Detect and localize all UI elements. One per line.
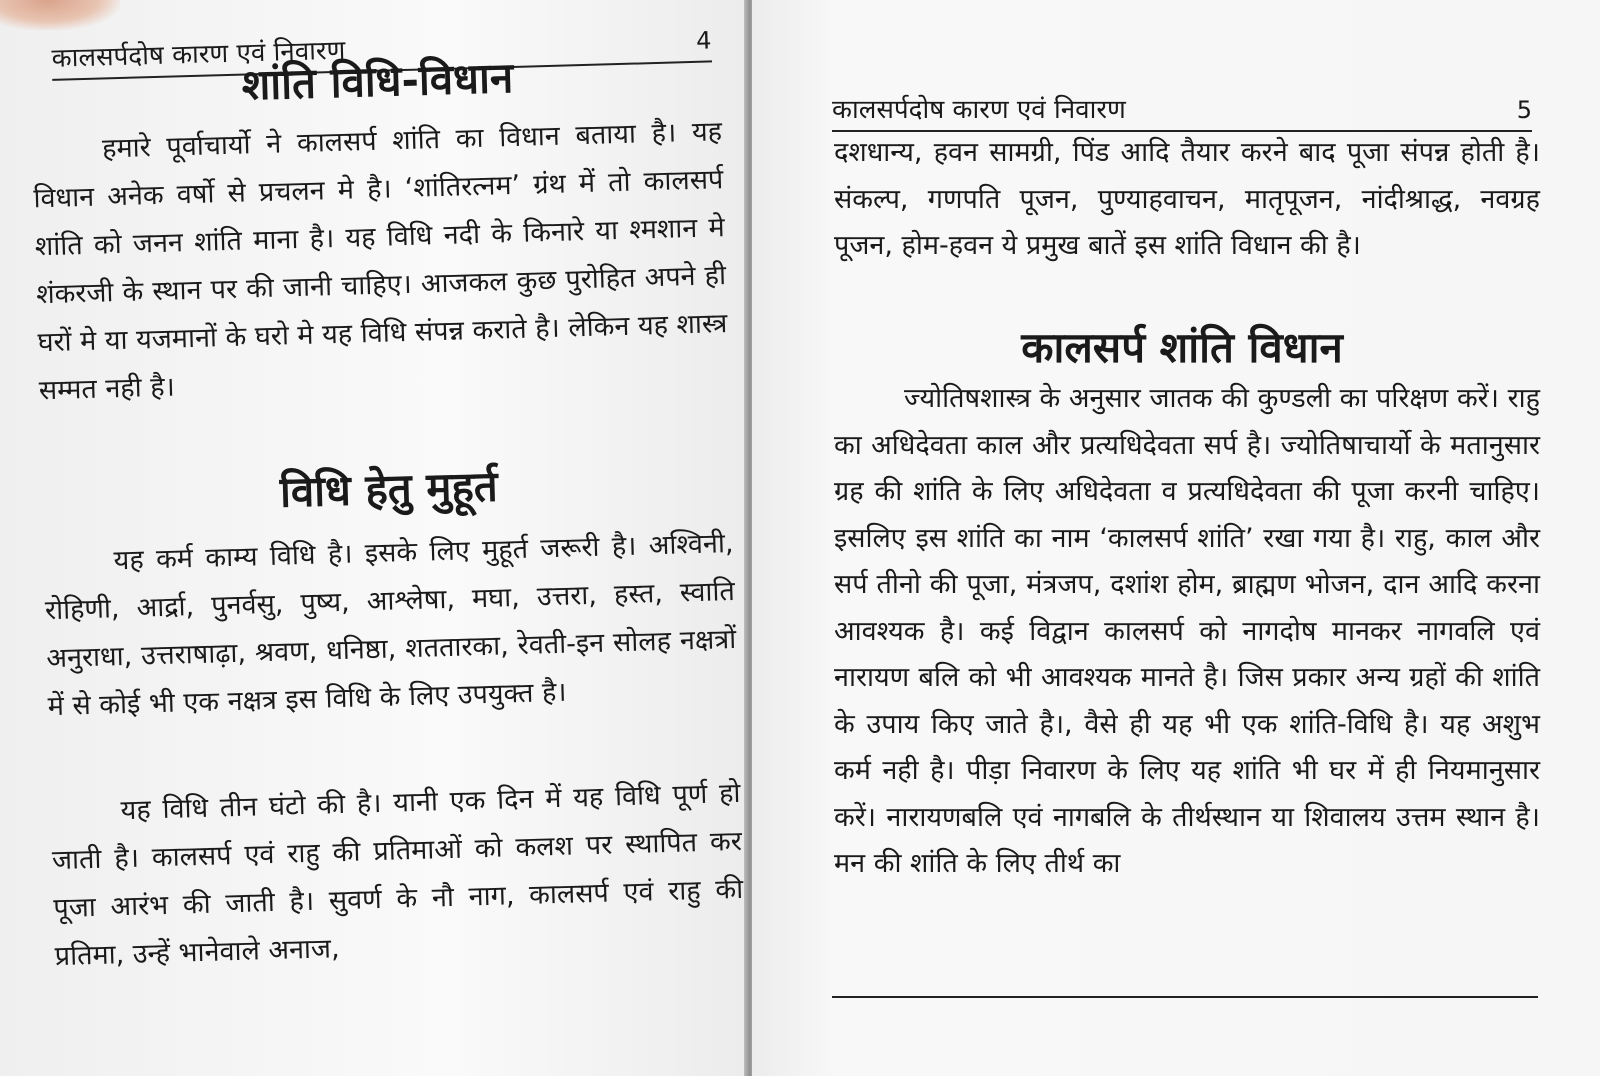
right-paragraph-1: दशधान्य, हवन सामग्री, पिंड आदि तैयार करने बाद पूजा संपन्न होती है। संकल्प, गणपति पूजन, पुण्याहवाचन, मातृपूजन, नांदीश्राद्ध, नवग्रह पूजन, होम-हवन ये प्रमुख बातें इस शांति विधान की है। xyxy=(834,137,1540,261)
right-page xyxy=(752,0,1600,1076)
right-heading-kalsarp-shanti: कालसर्प शांति विधान xyxy=(1021,323,1343,372)
left-running-head-title: कालसर्पदोष कारण एवं निवारण xyxy=(51,35,346,74)
left-heading-shanti-vidhi: शांति विधि-विधान xyxy=(241,52,514,110)
left-page-number: 4 xyxy=(695,26,712,55)
right-paragraph-2: ज्योतिषशास्त्र के अनुसार जातक की कुण्डली का परिक्षण करें। राहु का अधिदेवता काल और प्रत्यधिदेवता सर्प है। ज्योतिषाचार्यो के मतानुसार ग्रह की शांति के लिए अधिदेवता व प्रत्यधिदेवता की पूजा करनी चाहिए। इसलिए इस शांति का नाम ‘कालसर्प शांति’ रखा गया है। राहु, काल और सर्प तीनो की पूजा, मंत्रजप, दशांश होम, ब्राह्मण भोजन, दान आदि करना आवश्यक है। कई विद्वान कालसर्प को नागदोष मानकर नागवलि एवं नारायण बलि को भी आवश्यक मानते है। जिस प्रकार अन्य ग्रहों की शांति के उपाय किए जाते है।, वैसे ही यह भी एक शांति-विधि है। यह अशुभ कर्म नही है। पीड़ा निवारण के लिए यह शांति भी घर में ही नियमानुसार करें। नारायणबलि एवं नागबलि के तीर्थस्थान या शिवालय उत्तम स्थान है। मन की शांति के लिए तीर्थ का xyxy=(834,383,1540,879)
left-paragraph-1: हमारे पूर्वाचार्यो ने कालसर्प शांति का विधान बताया है। यह विधान अनेक वर्षो से प्रचलन मे है। ‘शांतिरत्नम’ ग्रंथ में तो कालसर्प शांति को जनन शांति माना है। यह विधि नदी के किनारे या श्मशान मे शंकरजी के स्थान पर की जानी चाहिए। आजकल कुछ पुरोहित अपने ही घरों मे या यजमानों के घरो मे यह विधि संपन्न कराते है। लेकिन यह शास्त्र सम्मत नही है। xyxy=(33,116,728,407)
right-running-head xyxy=(832,90,1532,132)
right-page-content xyxy=(822,0,1542,1076)
right-bottom-rule xyxy=(832,996,1538,998)
right-page-number: 5 xyxy=(1516,96,1532,124)
left-paragraph-2: यह कर्म काम्य विधि है। इसके लिए मुहूर्त जरूरी है। अश्विनी, रोहिणी, आर्द्रा, पुनर्वसु, पुष्य, आश्लेषा, मघा, उत्तरा, हस्त, स्वाति अनुराधा, उत्तराषाढ़ा, श्रवण, धनिष्ठा, शततारका, रेवती-इन सोलह नक्षत्रों में से कोई भी एक नक्षत्र इस विधि के लिए उपयुक्त है। xyxy=(44,528,737,723)
left-paragraph-3: यह विधि तीन घंटो की है। यानी एक दिन में यह विधि पूर्ण हो जाती है। कालसर्प एवं राहु की प्रतिमाओं को कलश पर स्थापित कर पूजा आरंभ की जाती है। सुवर्ण के नौ नाग, कालसर्प एवं राहु की प्रतिमा, उन्हें भानेवाले अनाज, xyxy=(51,777,744,973)
right-running-head-title: कालसर्पदोष कारण एवं निवारण xyxy=(832,95,1126,125)
left-page-content xyxy=(10,0,748,1040)
left-heading-muhurt: विधि हेतु मुहूर्त xyxy=(279,461,499,517)
left-page xyxy=(0,0,748,1076)
